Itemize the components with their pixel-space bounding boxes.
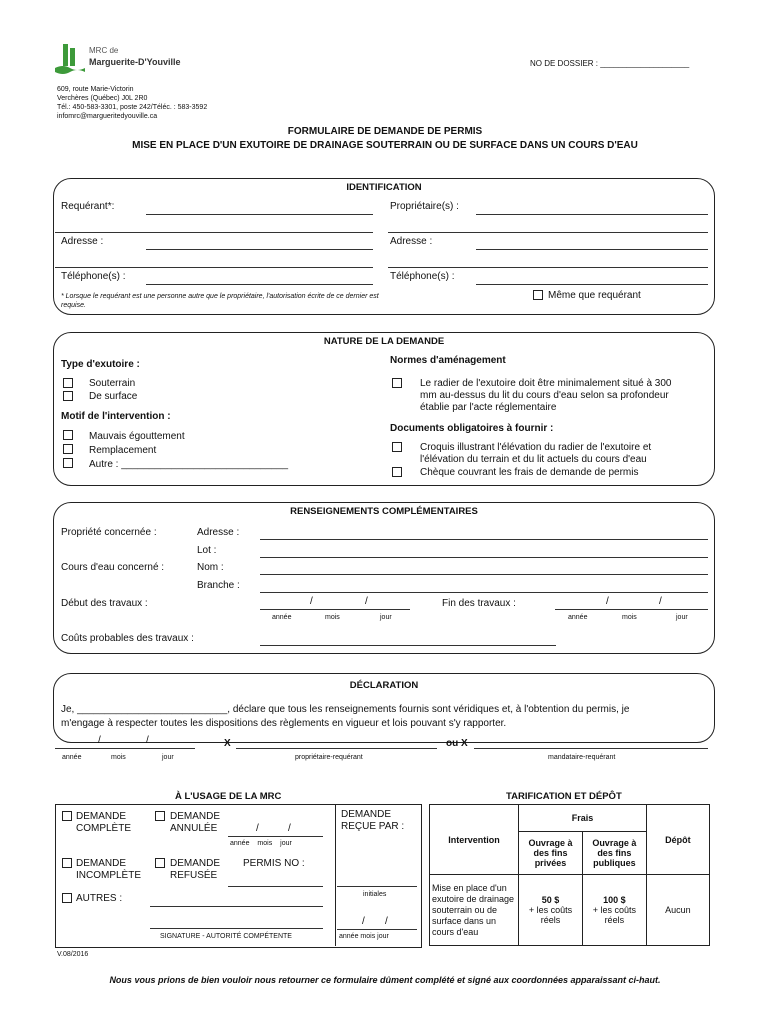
form-subtitle: MISE EN PLACE D'UN EXUTOIRE DE DRAINAGE SOUTERRAIN OU DE SURFACE DANS UN COURS D'EAU (132, 140, 638, 151)
surface-label: De surface (89, 391, 138, 402)
recue-label: DEMANDE REÇUE PAR : (341, 809, 405, 832)
incomplete-label: DEMANDE INCOMPLÈTE (76, 858, 142, 881)
croquis-checkbox[interactable] (392, 442, 402, 452)
debut-date-field[interactable] (260, 609, 410, 610)
nom-label: Nom : (197, 562, 224, 573)
annulee-date-caption: année mois jour (230, 840, 292, 847)
mandataire-caption: mandataire-requérant (548, 754, 616, 761)
publiques-cell (582, 875, 646, 946)
docs-title: Documents obligatoires à fournir : (390, 423, 554, 434)
address-line: Verchères (Québec) J0L 2R0 (57, 95, 148, 102)
refusee-label: DEMANDE REFUSÉE (170, 858, 221, 881)
lot-label: Lot : (197, 545, 217, 556)
requerant-note: * Lorsque le requérant est une personne autre que le propriétaire, l'autorisation écrite de ce dernier est requise. (61, 293, 379, 309)
declaration-mois: mois (111, 754, 126, 761)
requerant-field[interactable] (146, 214, 373, 215)
ou-x: ou X (446, 738, 468, 749)
incomplete-checkbox[interactable] (62, 858, 72, 868)
telephone-prop-label: Téléphone(s) : (390, 271, 455, 282)
fin-slash: / (659, 596, 662, 607)
address-line: infomrc@margueritedyouville.ca (57, 113, 158, 120)
souterrain-label: Souterrain (89, 378, 136, 389)
tarification-table (429, 804, 710, 946)
complementaires-section (53, 502, 715, 654)
requerant-label: Requérant*: (61, 201, 115, 212)
complete-checkbox[interactable] (62, 811, 72, 821)
couts-field[interactable] (260, 645, 556, 646)
declaration-date-field[interactable] (55, 748, 195, 749)
intervention-header: Intervention (430, 805, 519, 875)
autre-label: Autre : ______________________________ (89, 459, 289, 470)
adresse-prop-label: Adresse : (390, 236, 433, 247)
declaration-text-1: Je, ___________________________, déclare que tous les renseignements fournis sont véridiques et, à l'obtention du permis, je (61, 704, 630, 715)
privees-amount: 50 $ (541, 895, 560, 905)
complementaires-title: RENSEIGNEMENTS COMPLÉMENTAIRES (290, 506, 478, 517)
norme-text: Le radier de l'exutoire doit être minimalement situé à 300 mm au-dessus du lit du cours d'eau selon sa profondeur établie par l'acte réglementaire (420, 378, 672, 413)
logo-line2: Marguerite-D'Youville (89, 57, 181, 67)
fin-label: Fin des travaux : (442, 598, 516, 609)
declaration-slash: / (98, 735, 101, 746)
publiques-note: + les coûts réels (592, 905, 636, 925)
adresse-comp-label: Adresse : (197, 527, 240, 538)
adresse-req-field-2[interactable] (55, 267, 373, 268)
declaration-slash: / (146, 735, 149, 746)
table-row (430, 875, 710, 946)
initiales-caption: initiales (363, 891, 387, 898)
frais-header: Frais (519, 805, 647, 832)
proprietaire-field[interactable] (476, 214, 708, 215)
declaration-text-2: m'engage à respecter toutes les dispositions des règlements en vigueur et lois pouvant s'y rapporter. (61, 718, 507, 729)
autres-field[interactable] (150, 906, 323, 907)
couts-label: Coûts probables des travaux : (61, 633, 194, 644)
prop-req-caption: propriétaire-requérant (295, 754, 363, 761)
fin-mois: mois (622, 614, 637, 621)
debut-annee: année (272, 614, 292, 621)
footer-message: Nous vous prions de bien vouloir nous retourner ce formulaire dûment complété et signé aux coordonnées apparaissant ci-haut. (109, 975, 661, 985)
usage-slash: / (288, 823, 291, 834)
proprietaire-signature-field[interactable] (236, 748, 437, 749)
privees-note: + les coûts réels (528, 905, 573, 925)
nature-title: NATURE DE LA DEMANDE (323, 336, 445, 347)
intervention-cell: Mise en place d'un exutoire de drainage souterrain ou de surface dans un cours d'eau (430, 875, 519, 946)
proprietaire-label: Propriétaire(s) : (390, 201, 459, 212)
debut-jour: jour (380, 614, 392, 621)
remplacement-checkbox[interactable] (63, 444, 73, 454)
telephone-req-field[interactable] (146, 284, 373, 285)
table-row (430, 805, 710, 832)
signature-x: X (224, 738, 231, 749)
adresse-comp-field[interactable] (260, 539, 708, 540)
adresse-prop-field[interactable] (476, 249, 708, 250)
signature-field[interactable] (150, 928, 323, 929)
egouttement-checkbox[interactable] (63, 430, 73, 440)
propriete-label: Propriété concernée : (61, 527, 157, 538)
adresse-req-field[interactable] (146, 249, 373, 250)
requerant-field-2[interactable] (55, 232, 373, 233)
surface-checkbox[interactable] (63, 391, 73, 401)
privees-cell (519, 875, 583, 946)
signature-caption: SIGNATURE - AUTORITÉ COMPÉTENTE (160, 933, 292, 940)
permis-field[interactable] (228, 886, 323, 887)
debut-slash: / (310, 596, 313, 607)
proprietaire-field-2[interactable] (388, 232, 708, 233)
type-title: Type d'exutoire : (61, 359, 140, 370)
identification-title: IDENTIFICATION (346, 182, 422, 193)
cours-eau-label: Cours d'eau concerné : (61, 562, 165, 573)
publiques-header: Ouvrage à des fins publiques (582, 832, 646, 875)
logo-line1: MRC de (89, 46, 119, 55)
fin-date-field[interactable] (555, 609, 708, 610)
fin-jour: jour (676, 614, 688, 621)
usage-slash: / (256, 823, 259, 834)
dossier-number: NO DE DOSSIER : ____________________ (530, 59, 690, 68)
telephone-req-label: Téléphone(s) : (61, 271, 126, 282)
branche-label: Branche : (197, 580, 240, 591)
logo-tree-icon (55, 42, 85, 74)
autres-checkbox[interactable] (62, 893, 72, 903)
initiales-field[interactable] (337, 886, 417, 887)
privees-header: Ouvrage à des fins privées (519, 832, 583, 875)
tarification-title: TARIFICATION ET DÉPÔT (506, 791, 622, 802)
depot-cell: Aucun (646, 875, 709, 946)
address-line: Tél.: 450-583-3301, poste 242/Téléc. : 583-3592 (57, 104, 208, 111)
motif-title: Motif de l'intervention : (61, 411, 171, 422)
permis-label: PERMIS NO : (243, 858, 305, 869)
debut-mois: mois (325, 614, 340, 621)
usage-divider (335, 804, 336, 946)
recue-slash: / (362, 916, 365, 927)
depot-header: Dépôt (646, 805, 709, 875)
normes-title: Normes d'aménagement (390, 355, 506, 366)
egouttement-label: Mauvais égouttement (89, 431, 185, 442)
logo (55, 42, 195, 76)
autre-checkbox[interactable] (63, 458, 73, 468)
refusee-checkbox[interactable] (155, 858, 165, 868)
recue-date-field[interactable] (337, 929, 417, 930)
autres-label: AUTRES : (76, 893, 123, 904)
recue-slash: / (385, 916, 388, 927)
croquis-text: Croquis illustrant l'élévation du radier de l'exutoire et l'élévation du terrain et du lit actuels du cours d'eau (420, 442, 652, 465)
norme-checkbox[interactable] (392, 378, 402, 388)
annulee-checkbox[interactable] (155, 811, 165, 821)
annulee-date-field[interactable] (228, 836, 323, 837)
declaration-annee: année (62, 754, 82, 761)
nom-field[interactable] (260, 574, 708, 575)
fin-annee: année (568, 614, 588, 621)
souterrain-checkbox[interactable] (63, 378, 73, 388)
meme-requerant-checkbox[interactable] (533, 290, 543, 300)
complete-label: DEMANDE COMPLÈTE (76, 811, 132, 834)
debut-label: Début des travaux : (61, 598, 148, 609)
cheque-text: Chèque couvrant les frais de demande de permis (420, 467, 639, 478)
mandataire-signature-field[interactable] (474, 748, 708, 749)
remplacement-label: Remplacement (89, 445, 157, 456)
declaration-jour: jour (162, 754, 174, 761)
adresse-req-label: Adresse : (61, 236, 104, 247)
mrc-address (57, 85, 207, 121)
form-title: FORMULAIRE DE DEMANDE DE PERMIS (287, 126, 483, 137)
cheque-checkbox[interactable] (392, 467, 402, 477)
telephone-prop-field[interactable] (476, 284, 708, 285)
declaration-title: DÉCLARATION (349, 680, 419, 691)
annulee-label: DEMANDE ANNULÉE (170, 811, 221, 834)
meme-requerant-label: Même que requérant (548, 290, 641, 301)
publiques-amount: 100 $ (603, 895, 626, 905)
debut-slash: / (365, 596, 368, 607)
address-line: 609, route Marie-Victorin (57, 86, 134, 93)
recue-date-caption: année mois jour (339, 933, 389, 940)
branche-field[interactable] (260, 592, 708, 593)
usage-title: À L'USAGE DE LA MRC (175, 791, 282, 802)
lot-field[interactable] (260, 557, 708, 558)
version: V.08/2016 (57, 951, 89, 958)
fin-slash: / (606, 596, 609, 607)
adresse-prop-field-2[interactable] (388, 267, 708, 268)
